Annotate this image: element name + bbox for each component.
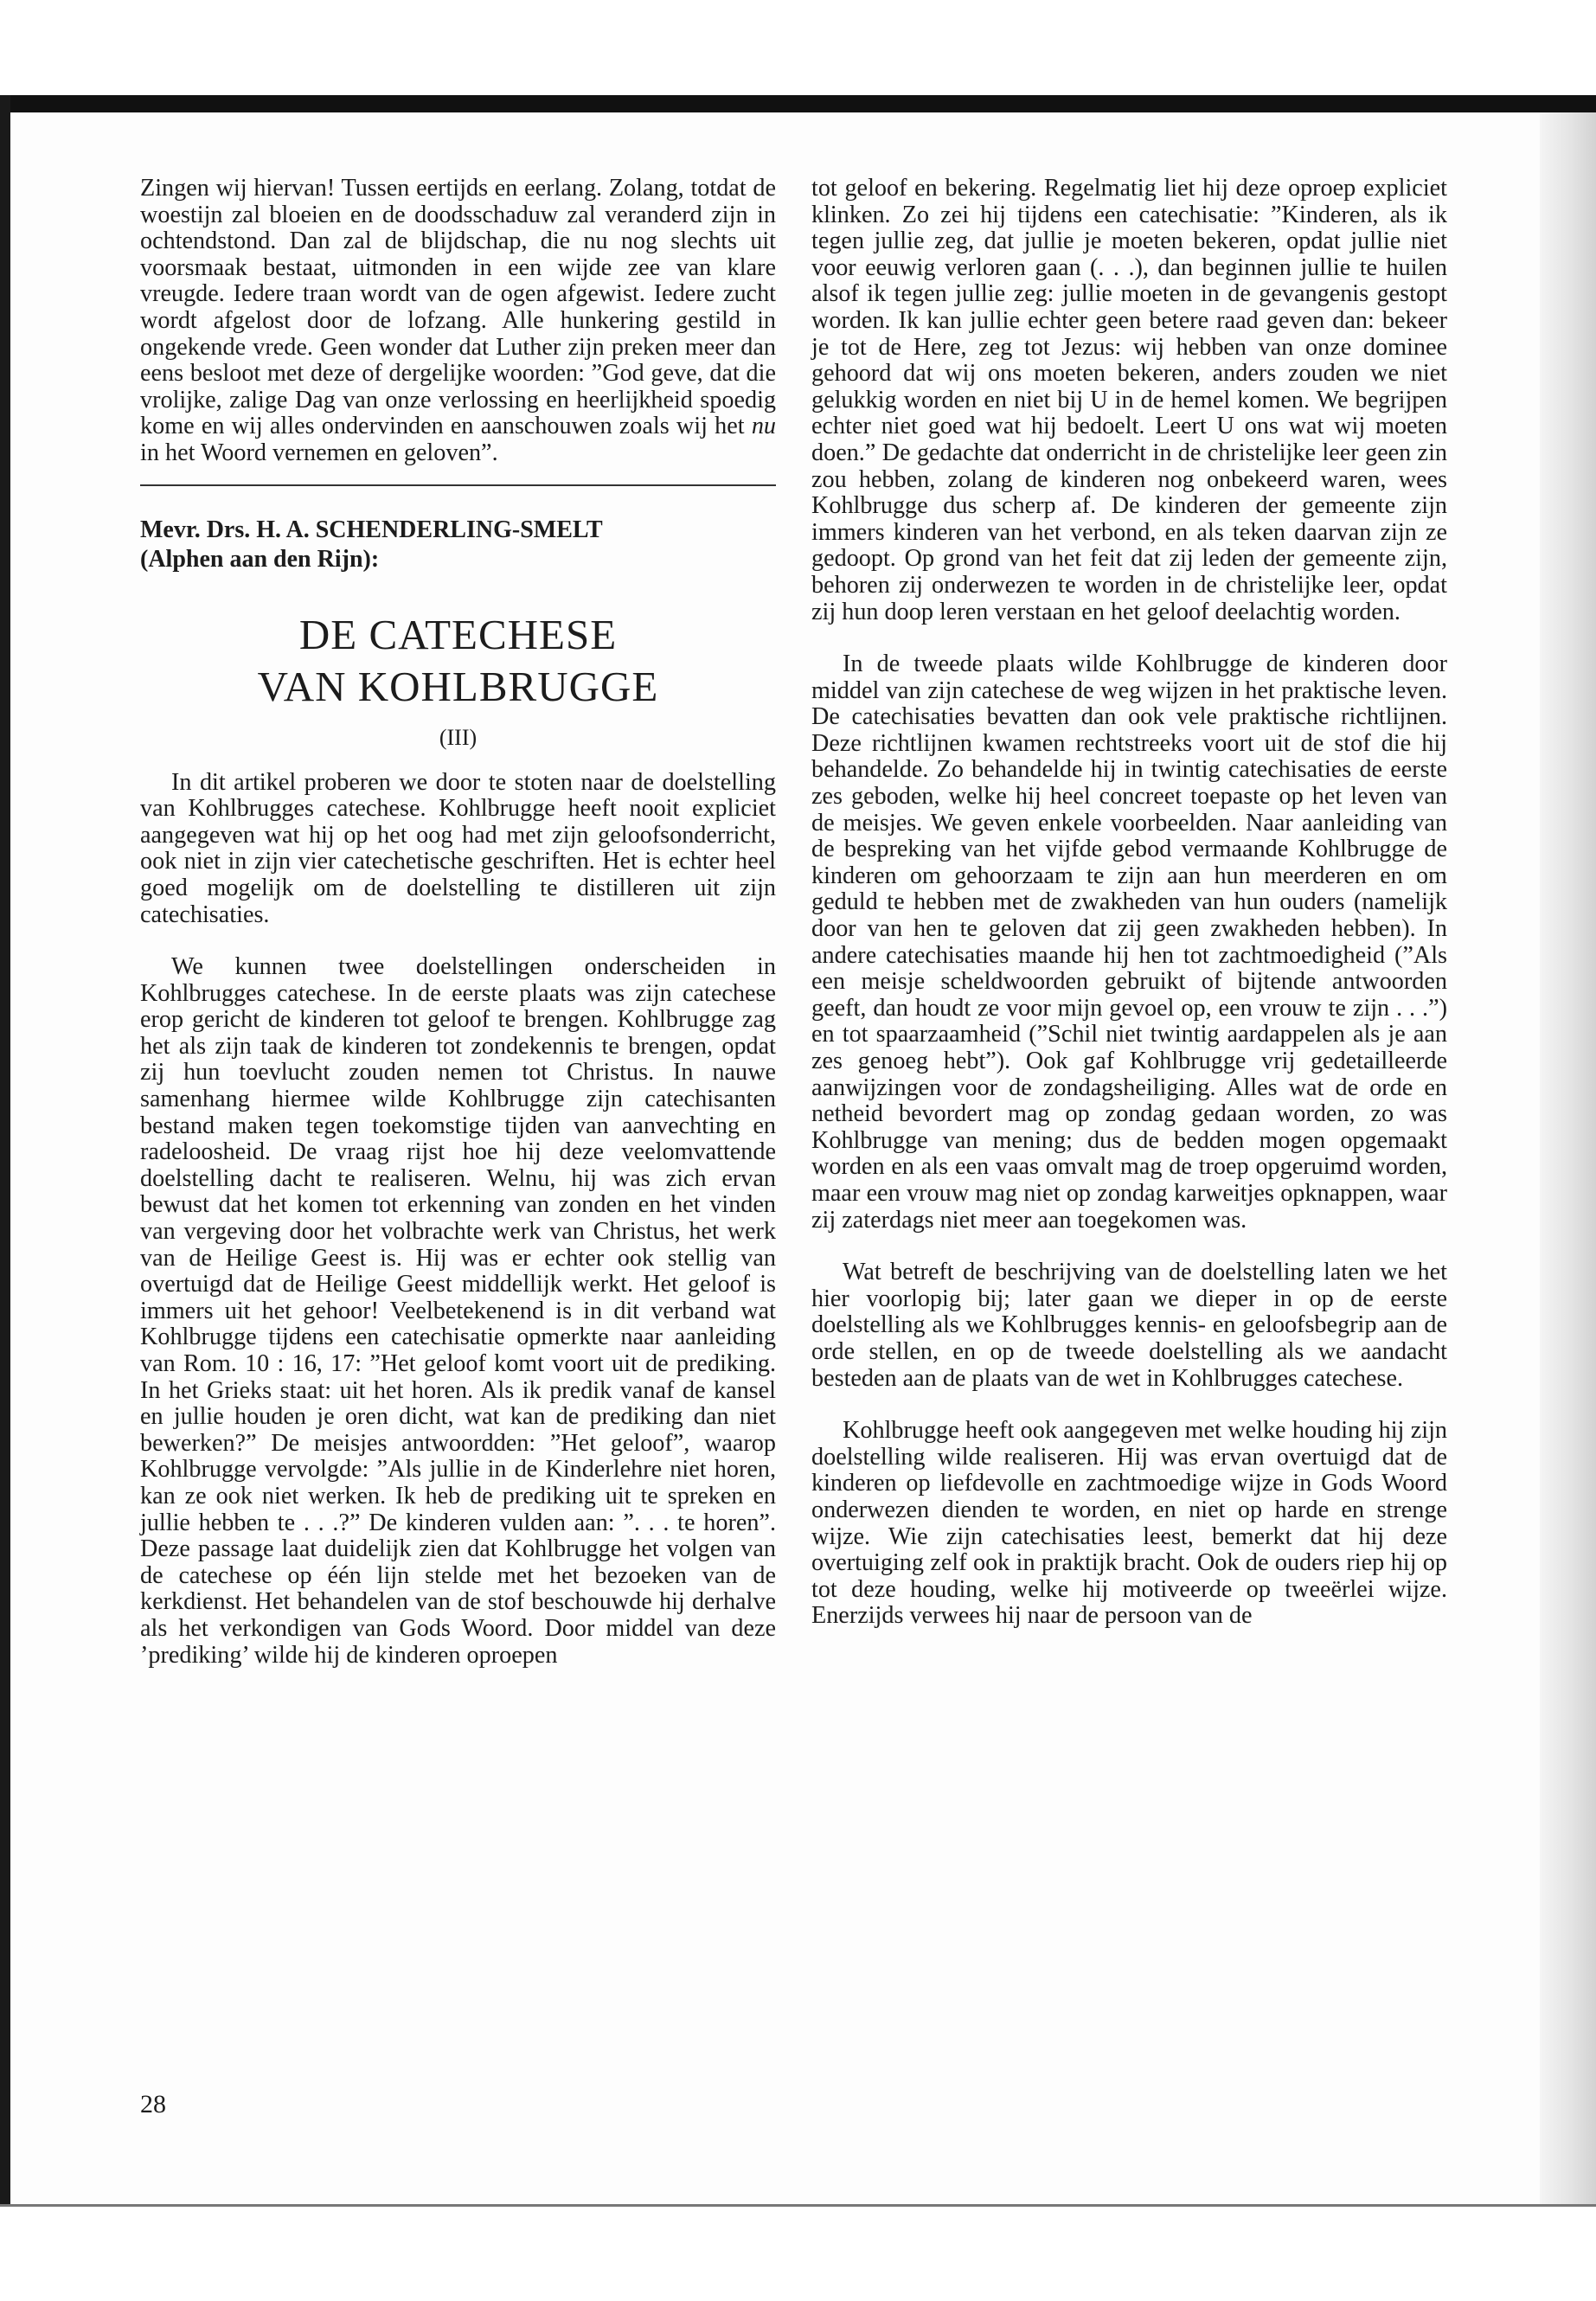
author-line [140, 516, 776, 574]
body-paragraph: We kunnen twee doelstellingen onderscheiden in Kohlbrugges catechese. In de eerste plaats was zijn catechese erop gericht de kinderen tot geloof te brengen. Kohlbrugge zag het als zijn taak de kinderen tot zondekennis te brengen, opdat zij hun toevlucht zouden nemen tot Christus. In nauwe samenhang hiermee wilde Kohlbrugge zijn catechisanten bestand maken tegen toekomstige tijden van aanvechting en radeloosheid. De vraag rijst hoe hij deze veelomvattende doelstelling dacht te realiseren. Welnu, hij was zich ervan bewust dat het komen tot erkenning van zonden en het vinden van vergeving door het volbrachte werk van Christus, het werk van de Heilige Geest is. Hij was er echter ook stellig van overtuigd dat de Heilige Geest middellijk werkt. Het geloof is immers uit het gehoor! Veelbetekenend is in dit verband wat Kohlbrugge tijdens een catechisatie opmerkte naar aanleiding van Rom. 10 : 16, 17: ”Het geloof komt voort uit de prediking. In het Grieks staat: uit het horen. Als ik predik vanaf de kansel en jullie houden je oren dicht, wat kan de prediking dan niet bewerken?” De meisjes antwoordden: ”Het geloof”, waarop Kohlbrugge vervolgde: ”Als jullie in de Kinderlehre niet horen, kan ze ook niet werken. Ik heb de prediking uit te spreken en jullie hebben te . . .?” De kinderen vulden aan: ”. . . te horen”. Deze passage laat duidelijk zien dat Kohlbrugge het volgen van de catechese op één lijn stelde met het bezoeken van de kerkdienst. Het behandelen van de stof beschouwde hij derhalve als het verkondigen van Gods Woord. Door middel van deze ’prediking’ wilde hij de kinderen oproepen [140, 953, 776, 1669]
left-column [140, 176, 776, 1669]
body-paragraph: Wat betreft de beschrijving van de doelstelling laten we het hier voorlopig bij; later gaan we dieper in op de eerste doelstelling als we Kohlbrugges kennis- en geloofsbegrip aan de orde stellen, en op de tweede doelstelling als we aandacht besteden aan de plaats van de wet in Kohlbrugges catechese. [811, 1259, 1447, 1392]
intro-paragraph [140, 176, 776, 467]
page-number: 28 [140, 2090, 166, 2118]
scan-left-border [0, 95, 10, 2206]
part-number: (III) [439, 724, 478, 750]
title-line-1: DE CATECHESE [298, 610, 618, 658]
right-column [811, 176, 1447, 1630]
intro-emphasis: nu [751, 413, 776, 440]
scan-top-border [0, 95, 1596, 112]
body-paragraph: In de tweede plaats wilde Kohlbrugge de kinderen door middel van zijn catechese de weg wijzen in het praktische leven. De catechisaties bevatten dan ook vele praktische richtlijnen. Deze richtlijnen kwamen rechtstreeks voort uit de stof die hij behandelde. Zo behandelde hij in twintig catechisaties de eerste zes geboden, welke hij heel concreet toepaste op het leven van de meisjes. We geven enkele voorbeelden. Naar aanleiding van de bespreking van het vijfde gebod vermaande Kohlbrugge de kinderen om gehoorzaam te zijn aan hun meerderen en om geduld te hebben met de zwakheden van hun ouders (namelijk door van hen te geloven dat zij geen zwakheden hebben). In andere catechisaties maande hij hen tot zachtmoedigheid (”Als een meisje scheldwoorden gebruikt of bijtende antwoorden geeft, dan houdt ze voor mijn gevoel op, een vrouw te zijn . . .”) en tot spaarzaamheid (”Schil niet twintig aardappelen als je aan zes genoeg hebt”). Ook gaf Kohlbrugge vrij gedetailleerde aanwijzingen voor de zondagsheiliging. Alles wat de orde en netheid bevordert mag op zondag gedaan worden, zo was Kohlbrugge van mening; dus de bedden mogen opgemaakt worden en als een vaas omvalt mag de troep opgeruimd worden, maar een vrouw mag niet op zondag karweitjes opknappen, waar zij zaterdags niet meer aan toegekomen was. [811, 651, 1447, 1234]
intro-text: Zingen wij hiervan! Tussen eertijds en eerlang. Zolang, totdat de woestijn zal bloeien en de doodsschaduw zal veranderd zijn in ochtendstond. Dan zal de blijdschap, die nu nog slechts uit voorsmaak bestaat, uitmonden in een wijde zee van klare vreugde. Iedere traan wordt van de ogen afgewist. Iedere zucht wordt afgelost door de lofzang. Alle hunkering gestild in ongekende vrede. Geen wonder dat Luther zijn preken meer dan eens besloot met deze of dergelijke woorden: ”God geve, dat die vrolijke, zalige Dag van onze verlossing en heerlijkheid spoedig kome en wij alles ondervinden en aanschouwen zoals wij het [140, 175, 776, 440]
body-paragraph: tot geloof en bekering. Regelmatig liet hij deze oproep expliciet klinken. Zo zei hij tijdens een catechisatie: ”Kinderen, als ik tegen jullie zeg, dat jullie je moeten bekeren, opdat jullie niet voor eeuwig verloren gaan (. . .), dan beginnen jullie te huilen alsof ik tegen jullie zeg: jullie moeten in de gevangenis gestopt worden. Ik kan jullie echter geen betere raad geven dan: bekeer je tot de Here, zeg tot Jezus: wij hebben van onze dominee gehoord dat wij ons moeten bekeren, anders zouden we niet gelukkig worden en niet bij U in de hemel komen. We begrijpen echter niet goed wat hij bedoelt. Leert U ons wat wij moeten doen.” De gedachte dat onderricht in de christelijke leer geen zin zou hebben, zolang de kinderen nog onbekeerd waren, wees Kohlbrugge dus scherp af. De kinderen der gemeente zijn immers kinderen van het verbond, en als teken daarvan zijn ze gedoopt. Op grond van het feit dat zij leden der gemeente zijn, behoren zij onderwezen te worden in de christelijke leer, opdat zij hun doop leren verstaan en het geloof deelachtig worden. [811, 175, 1447, 625]
author-location: (Alphen aan den Rijn): [140, 545, 380, 573]
intro-text-end: in het Woord vernemen en geloven”. [140, 439, 498, 466]
section-divider [140, 484, 776, 486]
body-paragraph: Kohlbrugge heeft ook aangegeven met welke houding hij zijn doelstelling wilde realiseren. Hij was ervan overtuigd dat de kinderen op liefdevolle en zachtmoedige wijze in Gods Woord onderwezen dienden te worden, en niet op harde en strenge wijze. Wie zijn catechisaties leest, bemerkt dat hij deze overtuiging zelf ook in praktijk bracht. Ook de ouders riep hij op tot deze houding, welke hij motiveerde op tweeërlei wijze. Enerzijds verwees hij naar de persoon van de [811, 1417, 1447, 1630]
body-paragraph: In dit artikel proberen we door te stoten naar de doelstelling van Kohlbrugges catechese. Kohlbrugge heeft nooit expliciet aangegeven wat hij op het oog had met zijn geloofsonderricht, ook niet in zijn vier catechetische geschriften. Het is echter heel goed mogelijk om de doelstelling te distilleren uit zijn catechisaties. [140, 768, 776, 928]
scan-bottom-edge [0, 2204, 1596, 2207]
article-title [140, 609, 776, 713]
title-line-2: VAN KOHLBRUGGE [257, 662, 659, 710]
scan-right-edge [1540, 112, 1596, 2206]
author-name: Mevr. Drs. H. A. SCHENDERLING-SMELT [140, 516, 603, 543]
